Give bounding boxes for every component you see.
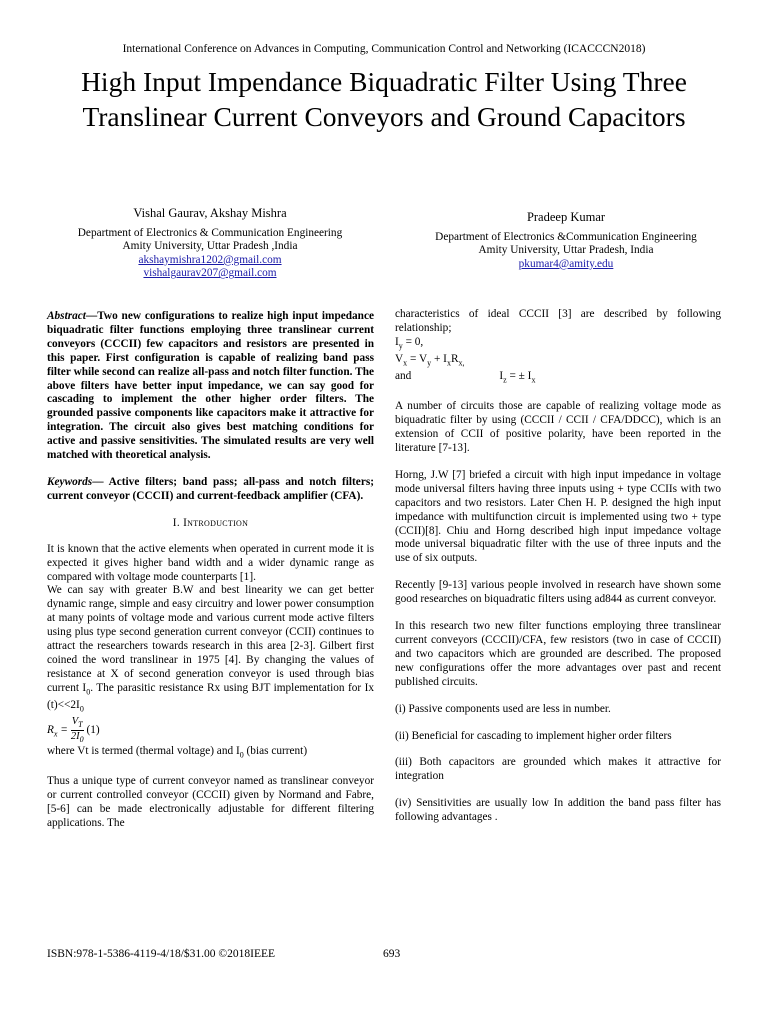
- advantage-item: (ii) Beneficial for cascading to implement higher order filters: [395, 729, 672, 742]
- section-heading-introduction: I. Introduction: [172, 516, 249, 529]
- author-affiliation: Amity University, Uttar Pradesh ,India: [122, 240, 298, 253]
- abstract: [47, 310, 374, 463]
- advantage-item: (iii) Both capacitors are grounded which makes it attractive for integration: [395, 756, 721, 783]
- left-column: [47, 310, 374, 831]
- keywords-text: — Active filters; band pass; all-pass and notch filters; current conveyor (CCCII) and current-feedback amplifier (CFA).: [47, 475, 374, 502]
- body-paragraph: A number of circuits those are capable of realizing voltage mode as biquadratic filter by using (CCCII / CCII / CFA/DDCC), which is an extension of CCII of positive polarity, have been reported in the literature [7-13].: [395, 400, 721, 454]
- body-paragraph: Horng, J.W [7] briefed a circuit with high input impedance in voltage mode universal filters having three inputs using + type CCIIs with two capacitors and two resistors. Later Chen H. P. designed the high input impedance with multifunction circuit is implemented using two + type (CCII)[8]. Chiu and Horng described high input impedance voltage mode universal biquadratic filter with the use of three inputs and the use of six outputs.: [395, 468, 721, 565]
- advantage-item: (i) Passive components used are less in number.: [395, 702, 611, 715]
- equation-fraction: $\frac{V_T}{2I_0}$: [70, 716, 84, 745]
- relationship-eq-3: and $I_z$ = ± $I_x$: [395, 370, 536, 385]
- author-names: Vishal Gaurav, Akshay Mishra: [133, 206, 287, 220]
- author-block-1: [40, 207, 380, 281]
- author-affiliation: Amity University, Uttar Pradesh, India: [478, 244, 654, 257]
- author-names: Pradeep Kumar: [526, 210, 606, 224]
- paper-title: High Input Impendance Biquadratic Filter Using Three Translinear Current Conveyors and Ground Capacitors: [81, 66, 687, 132]
- right-column: [395, 308, 721, 825]
- author-email-link[interactable]: pkumar4@amity.edu: [518, 257, 614, 270]
- conference-header: International Conference on Advances in Computing, Communication Control and Networking (ICACCCN2018): [122, 43, 646, 55]
- where-line: where Vt is termed (thermal voltage) and $I_0$ (bias current): [47, 745, 308, 760]
- author-department: Department of Electronics & Communication Engineering: [77, 226, 343, 239]
- advantage-item: (iv) Sensitivities are usually low In addition the band pass filter has following advantages .: [395, 797, 721, 824]
- intro-paragraph: Thus a unique type of current conveyor named as translinear conveyor or current controlled conveyor (CCCII) given by Normand and Fabre, [5-6] can be made electronically adjustable for different filtering applications. The: [47, 775, 374, 830]
- keywords-label: Keywords: [47, 475, 93, 488]
- author-department: Department of Electronics &Communication Engineering: [435, 230, 697, 243]
- page-number: 693: [383, 948, 401, 960]
- relationship-eq-2: $V_x = V_y + I_xR_{x,}$: [395, 352, 465, 368]
- intro-paragraph: It is known that the active elements when operated in current mode it is expected it gives higher band width and a wider dynamic range as compared with voltage mode counterparts [1].: [47, 542, 374, 583]
- body-paragraph: In this research two new filter functions employing three translinear current conveyors (CCCII)/CFA, few resistors (two in case of CCCII) and two capacitors which are grounded are described. The proposed new configurations offer the more advantages over past and recent published circuits.: [395, 620, 721, 688]
- body-paragraph: characteristics of ideal CCCII [3] are described by following relationship;: [395, 308, 721, 334]
- author-email-link[interactable]: vishalgaurav207@gmail.com: [143, 267, 277, 280]
- author-block-2: [396, 211, 736, 271]
- abstract-label: Abstract: [47, 310, 86, 322]
- body-paragraph: Recently [9-13] various people involved in research have shown some good researches on biquadratic filters using ad844 as current conveyor.: [395, 579, 721, 606]
- footer-isbn: ISBN:978-1-5386-4119-4/18/$31.00 ©2018IEEE: [47, 948, 276, 960]
- equation-1: $R_x$ = $\frac{V_T}{2I_0} (1)$: [47, 716, 100, 745]
- intro-paragraph: We can say with greater B.W and best linearity we can get better dynamic range, simple and easy circuitry and lower power consumption at many points of voltage mode and various current mode active filters using plus type second generation current conveyor (CCII) continues to attract the researchers towards research in this area [2-3]. Gilbert first coined the word translinear in 1975 [4]. By changing the values of resistance at X of second generation conveyor is used through bias current $I_0$. The parasitic resistance Rx using BJT implementation for Ix $(t)<<2I_0$: [47, 584, 374, 714]
- relationship-eq-1: $I_y = 0$,: [395, 335, 424, 351]
- keywords: [47, 476, 374, 504]
- abstract-text: —Two new configurations to realize high input impedance biquadratic filter functions employing three translinear current conveyors (CCCII) few capacitors and resistors are presented in this paper. First configuration is capable of realizing band pass filter while second can realize all-pass and notch filter function. The above filters have better input impedance, we can say good for cascading to implement the other higher order filters. The grounded passive components like capacitors make it attractive for integration. The circuit also gives best matching conditions for active and passive sensitivities. The simulated results are very well matched with theoretical analysis.: [47, 310, 374, 462]
- author-email-link[interactable]: akshaymishra1202@gmail.com: [138, 253, 282, 266]
